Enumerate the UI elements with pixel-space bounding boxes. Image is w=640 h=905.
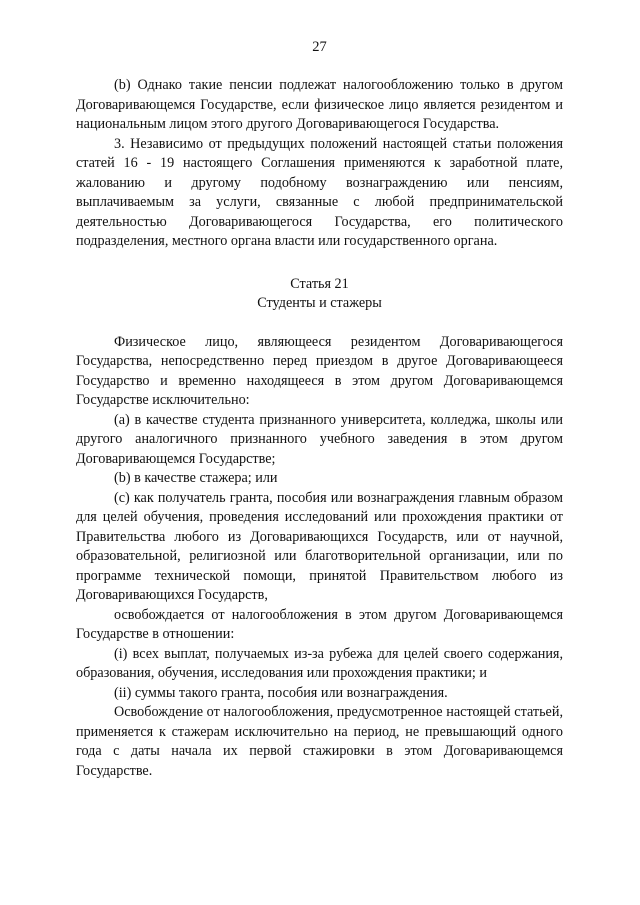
paragraph-item-a: (a) в качестве студента признанного университета, колледжа, школы или другого аналогичного признанного учебного заведения в этом другом Договаривающемся Государстве;: [76, 411, 563, 467]
paragraph-trainee-limit: Освобождение от налогообложения, предусмотренное настоящей статьей, применяется к стажерам исключительно на период, не превышающий одного года с даты начала их первой стажировки в этом Договаривающемся Государстве.: [76, 704, 563, 779]
paragraph-item-c: (c) как получатель гранта, пособия или вознаграждения главным образом для целей обучения, проведения исследований или прохождения практики от Правительства любого из Договаривающихся Государств, или от научной, образовательной, религиозной или благотворительной организации, или по программе технической помощи, принятой Правительством любого из Договаривающихся Государств,: [76, 489, 563, 603]
paragraph-pension-taxation: (b) Однако такие пенсии подлежат налогообложению только в другом Договаривающемся Государстве, если физическое лицо является резидентом и национальным лицом этого другого Договаривающегося Государства.: [76, 77, 563, 132]
paragraph-intro: Физическое лицо, являющееся резидентом Договаривающегося Государства, непосредственно перед приездом в другое Договаривающееся Государство и временно находящееся в этом другом Договаривающемся Государстве исключительно:: [76, 333, 563, 408]
paragraph-item-i: (i) всех выплат, получаемых из-за рубежа для целей своего содержания, образования, обучения, исследования или прохождения практики; и: [76, 645, 563, 681]
paragraph-item-b: (b) в качестве стажера; или: [114, 470, 278, 486]
paragraph-item-ii: (ii) суммы такого гранта, пособия или вознаграждения.: [114, 684, 448, 701]
paragraph-exemption: освобождается от налогообложения в этом другом Договаривающемся Государстве в отношении:: [76, 606, 563, 642]
article-title: Студенты и стажеры: [257, 295, 382, 311]
article-number: Статья 21: [290, 275, 349, 292]
paragraph-government-service: 3. Независимо от предыдущих положений настоящей статьи положения статей 16 - 19 настоящего Соглашения применяются к заработной плате, жалованию и другому подобному вознаграждению или пенсиям, выплачиваемым за услуги, связанные с любой предпринимательской деятельностью Договаривающегося Государства, его политического подразделения, местного органа власти или государственного органа.: [76, 135, 563, 249]
page-number: 27: [312, 39, 327, 55]
